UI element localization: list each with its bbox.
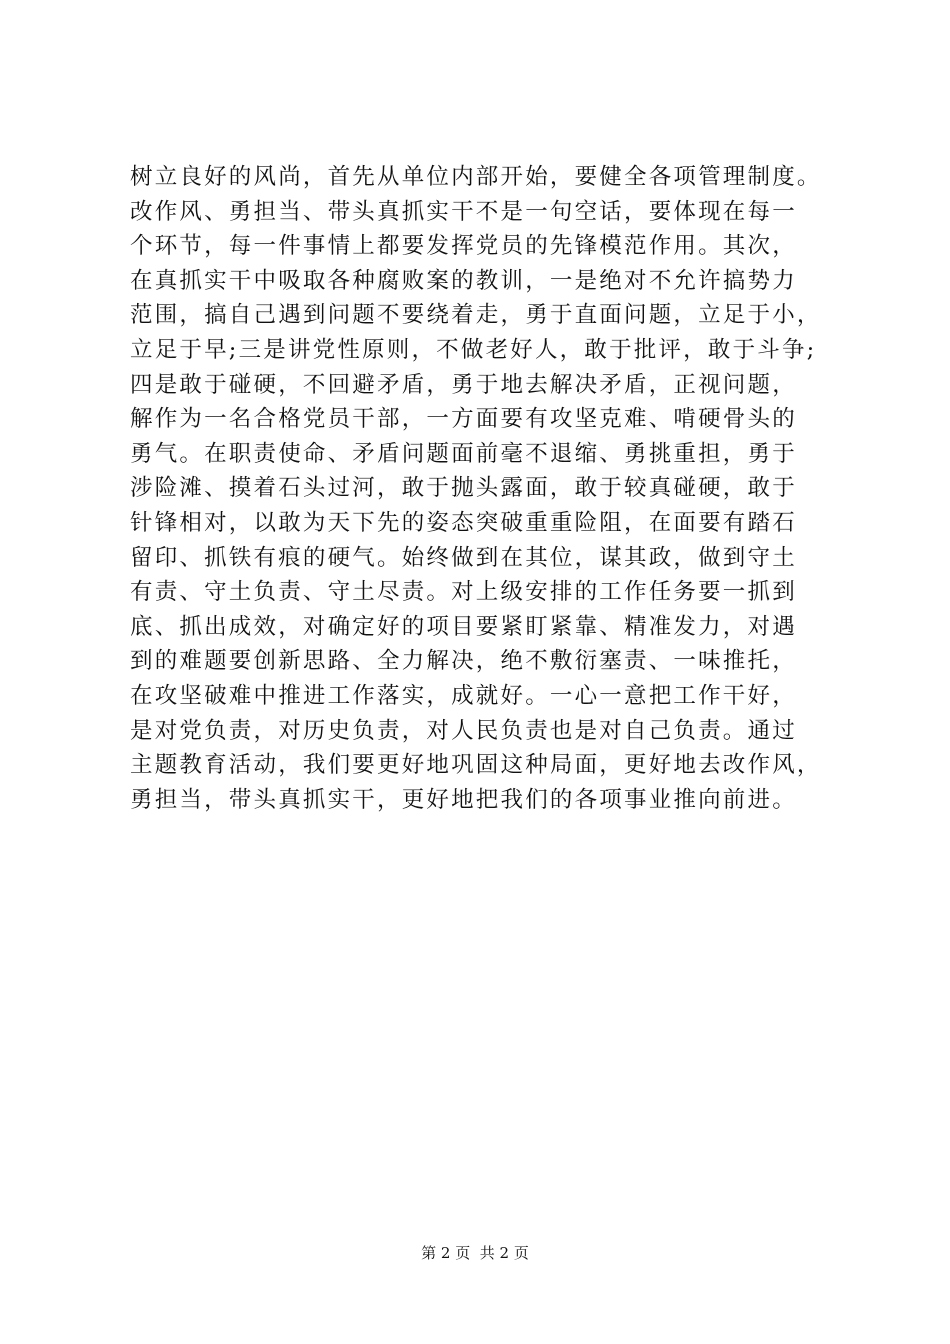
text-line: 勇气。在职责使命、矛盾问题面前毫不退缩、勇挑重担，勇于 <box>130 440 797 467</box>
text-line: 有责、守土负责、守土尽责。对上级安排的工作任务要一抓到 <box>130 579 797 606</box>
text-line: 是对党负责，对历史负责，对人民负责也是对自己负责。通过 <box>130 717 797 744</box>
text-line: 勇担当，带头真抓实干，更好地把我们的各项事业推向前进。 <box>130 786 797 813</box>
text-line: 在真抓实干中吸取各种腐败案的教训，一是绝对不允许搞势力 <box>130 267 797 294</box>
text-line: 针锋相对，以敢为天下先的姿态突破重重险阻，在面要有踏石 <box>130 509 797 536</box>
text-line: 范围，搞自己遇到问题不要绕着走，勇于直面问题，立足于小， <box>130 302 822 329</box>
text-line: 改作风、勇担当、带头真抓实干不是一句空话，要体现在每一 <box>130 198 797 225</box>
text-line: 到的难题要创新思路、全力解决，绝不敷衍塞责、一味推托， <box>130 648 797 675</box>
text-line: 主题教育活动，我们要更好地巩固这种局面，更好地去改作风， <box>130 752 822 779</box>
body-text <box>130 160 850 817</box>
text-line: 四是敢于碰硬，不回避矛盾，勇于地去解决矛盾，正视问题， <box>130 371 797 398</box>
text-line: 涉险滩、摸着石头过河，敢于抛头露面，敢于较真碰硬，敢于 <box>130 475 797 502</box>
page-number-footer: 第 2 页 共 2 页 <box>421 1244 529 1262</box>
text-line: 解作为一名合格党员干部，一方面要有攻坚克难、啃硬骨头的 <box>130 406 797 433</box>
text-line: 立足于早;三是讲党性原则，不做老好人，敢于批评，敢于斗争; <box>130 336 817 363</box>
text-line: 树立良好的风尚，首先从单位内部开始，要健全各项管理制度。 <box>130 164 822 190</box>
text-line: 底、抓出成效，对确定好的项目要紧盯紧靠、精准发力，对遇 <box>130 613 797 640</box>
text-line: 在攻坚破难中推进工作落实，成就好。一心一意把工作干好， <box>130 682 797 709</box>
text-line: 留印、抓铁有痕的硬气。始终做到在其位，谋其政，做到守土 <box>130 544 797 571</box>
text-line: 个环节，每一件事情上都要发挥党员的先锋模范作用。其次， <box>130 233 797 260</box>
